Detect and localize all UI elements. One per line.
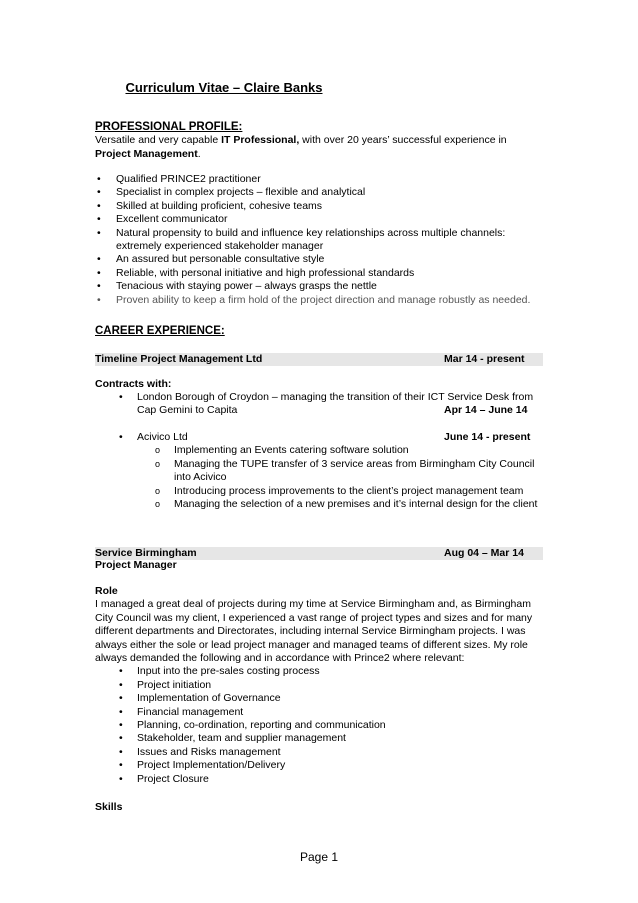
acivico-item: o Managing the TUPE transfer of 3 service areas from Birmingham City Council into Acivico xyxy=(95,458,543,485)
profile-bullet: • An assured but personable consultative style xyxy=(95,253,543,266)
profile-bullets xyxy=(95,173,543,307)
intro-part-e: . xyxy=(197,147,201,160)
role-item: • Project initiation xyxy=(95,679,543,692)
role-item: • Project Closure xyxy=(95,773,543,786)
career-heading: CAREER EXPERIENCE: xyxy=(95,325,225,337)
profile-bullet: • Natural propensity to build and influence key relationships across multiple channels: extremely experienced stakeholder manager xyxy=(95,227,543,254)
job-company: Timeline Project Management Ltd xyxy=(95,353,263,365)
role-item: • Issues and Risks management xyxy=(95,746,543,759)
profile-bullet: • Tenacious with staying power – always grasps the nettle xyxy=(95,280,543,293)
page-number: Page 1 xyxy=(299,850,339,864)
intro-part-a: Versatile and very capable xyxy=(95,134,222,147)
contract-item xyxy=(95,391,543,418)
acivico-item: o Implementing an Events catering software solution xyxy=(95,444,543,457)
acivico-item: o Managing the selection of a new premises and it’s internal design for the client xyxy=(95,498,543,511)
contract-text: London Borough of Croydon – managing the transition of their ICT Service Desk from Cap Gemini to Capita xyxy=(137,391,534,417)
contracts-label: Contracts with: xyxy=(95,378,172,390)
job-company: Service Birmingham xyxy=(95,547,197,559)
profile-heading: PROFESSIONAL PROFILE: xyxy=(95,121,243,133)
role-item: • Planning, co-ordination, reporting and communication xyxy=(95,719,543,732)
role-item: • Financial management xyxy=(95,706,543,719)
role-item: • Project Implementation/Delivery xyxy=(95,759,543,772)
profile-bullet: • Specialist in complex projects – flexible and analytical xyxy=(95,186,543,199)
profile-bullet: • Excellent communicator xyxy=(95,213,543,226)
intro-part-b: IT Professional, xyxy=(221,134,300,147)
job-dates: Mar 14 - present xyxy=(444,353,525,365)
acivico-items xyxy=(95,444,543,511)
acivico-item: o Introducing process improvements to the client’s project management team xyxy=(95,485,543,498)
cv-title: Curriculum Vitae – Claire Banks xyxy=(125,80,323,95)
profile-bullet: • Skilled at building proficient, cohesive teams xyxy=(95,200,543,213)
contract-item xyxy=(95,431,543,444)
intro-part-c: with over 20 years’ successful experience in xyxy=(299,134,507,147)
profile-bullet: • Proven ability to keep a firm hold of the project direction and manage robustly as needed. xyxy=(95,294,543,307)
profile-section xyxy=(95,121,543,161)
skills-label: Skills xyxy=(95,801,123,813)
contract-dates: June 14 - present xyxy=(444,431,531,443)
role-item: • Implementation of Governance xyxy=(95,692,543,705)
contract-croydon xyxy=(95,391,543,418)
contract-text: Acivico Ltd xyxy=(137,431,188,443)
intro-part-d: Project Management xyxy=(95,147,198,160)
role-section xyxy=(95,585,543,786)
profile-intro xyxy=(95,134,543,161)
role-items xyxy=(95,665,543,786)
profile-bullet: • Qualified PRINCE2 practitioner xyxy=(95,173,543,186)
contract-dates: Apr 14 – June 14 xyxy=(444,404,528,417)
role-label: Role xyxy=(95,585,118,597)
profile-bullet: • Reliable, with personal initiative and high professional standards xyxy=(95,267,543,280)
job-dates: Aug 04 – Mar 14 xyxy=(444,547,524,559)
role-item: • Input into the pre-sales costing process xyxy=(95,665,543,678)
role-item: • Stakeholder, team and supplier management xyxy=(95,732,543,745)
contract-acivico xyxy=(95,431,543,511)
role-text: I managed a great deal of projects during my time at Service Birmingham and, as Birmingham City Council was my client, I experienced a vast range of project types and sizes and for many different departments and Directorates, including internal Service Birmingham projects. I was always either the sole or lead project manager and managed teams of different sizes. My role always demanded the following and in accordance with Prince2 where relevant: xyxy=(95,598,533,665)
job-position: Project Manager xyxy=(95,559,177,571)
job-header-timeline xyxy=(95,353,543,366)
